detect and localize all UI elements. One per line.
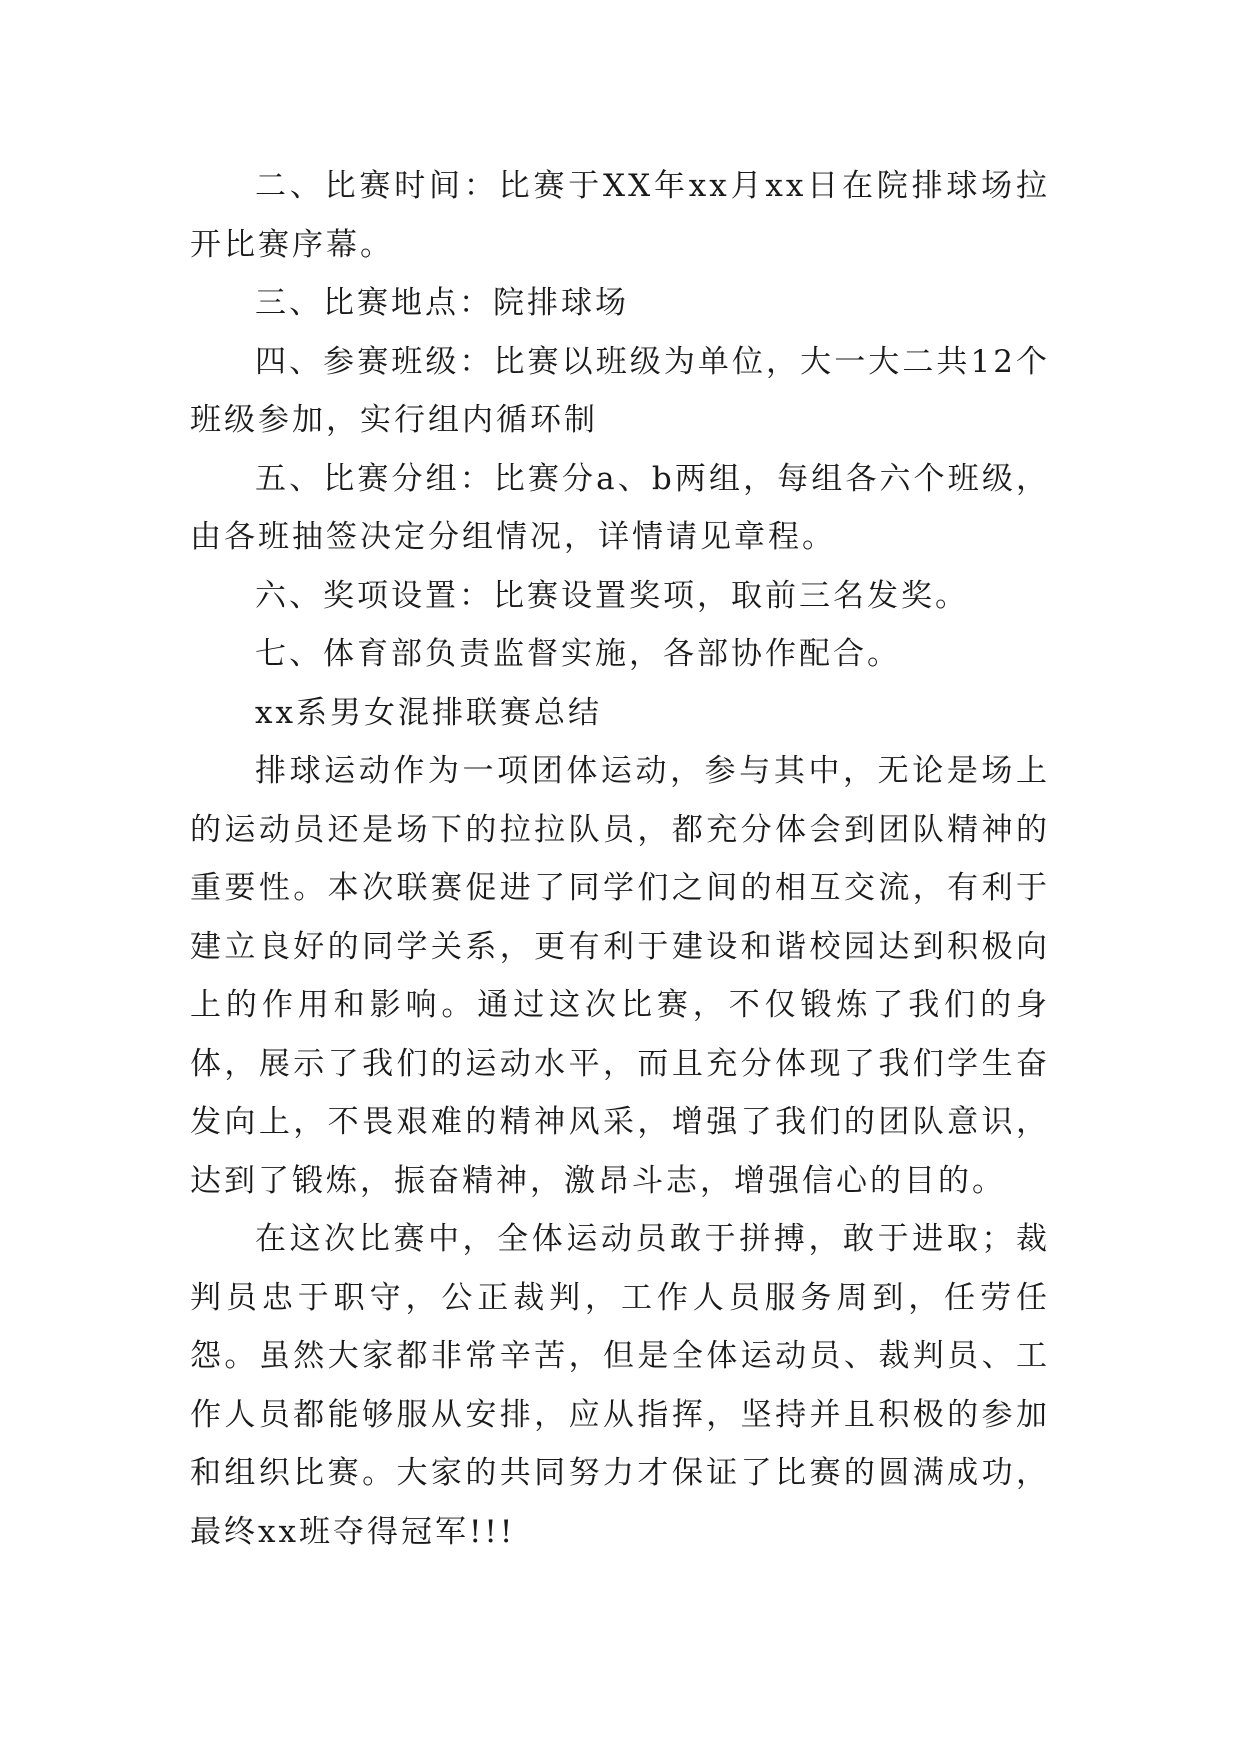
paragraph-match-venue: 三、比赛地点：院排球场	[255, 285, 629, 321]
paragraph-participating-classes: 四、参赛班级：比赛以班级为单位，大一大二共12个班级参加，实行组内循环制	[190, 343, 1050, 438]
paragraph-match-groups: 五、比赛分组：比赛分a、b两组，每组各六个班级，由各班抽签决定分组情况，详情请见章程。	[190, 460, 1050, 555]
paragraph-match-time: 二、比赛时间：比赛于XX年xx月xx日在院排球场拉开比赛序幕。	[190, 168, 1050, 263]
summary-heading: xx系男女混排联赛总结	[255, 694, 602, 731]
paragraph-summary-result: 在这次比赛中，全体运动员敢于拼搏，敢于进取；裁判员忠于职守，公正裁判，工作人员服务周到，任劳任怨。虽然大家都非常辛苦，但是全体运动员、裁判员、工作人员都能够服从安排，应从指挥，坚持并且积极的参加和组织比赛。大家的共同努力才保证了比赛的圆满成功，最终xx班夺得冠军!!!	[190, 1221, 1050, 1550]
document-body	[190, 157, 1050, 1561]
paragraph-supervision: 七、体育部负责监督实施，各部协作配合。	[255, 636, 901, 672]
paragraph-summary-teamwork: 排球运动作为一项团体运动，参与其中，无论是场上的运动员还是场下的拉拉队员，都充分体会到团队精神的重要性。本次联赛促进了同学们之间的相互交流，有利于建立良好的同学关系，更有利于建设和谐校园达到积极向上的作用和影响。通过这次比赛，不仅锻炼了我们的身体，展示了我们的运动水平，而且充分体现了我们学生奋发向上，不畏艰难的精神风采，增强了我们的团队意识，达到了锻炼，振奋精神，激昂斗志，增强信心的目的。	[190, 753, 1050, 1199]
paragraph-awards: 六、奖项设置：比赛设置奖项，取前三名发奖。	[255, 577, 969, 614]
